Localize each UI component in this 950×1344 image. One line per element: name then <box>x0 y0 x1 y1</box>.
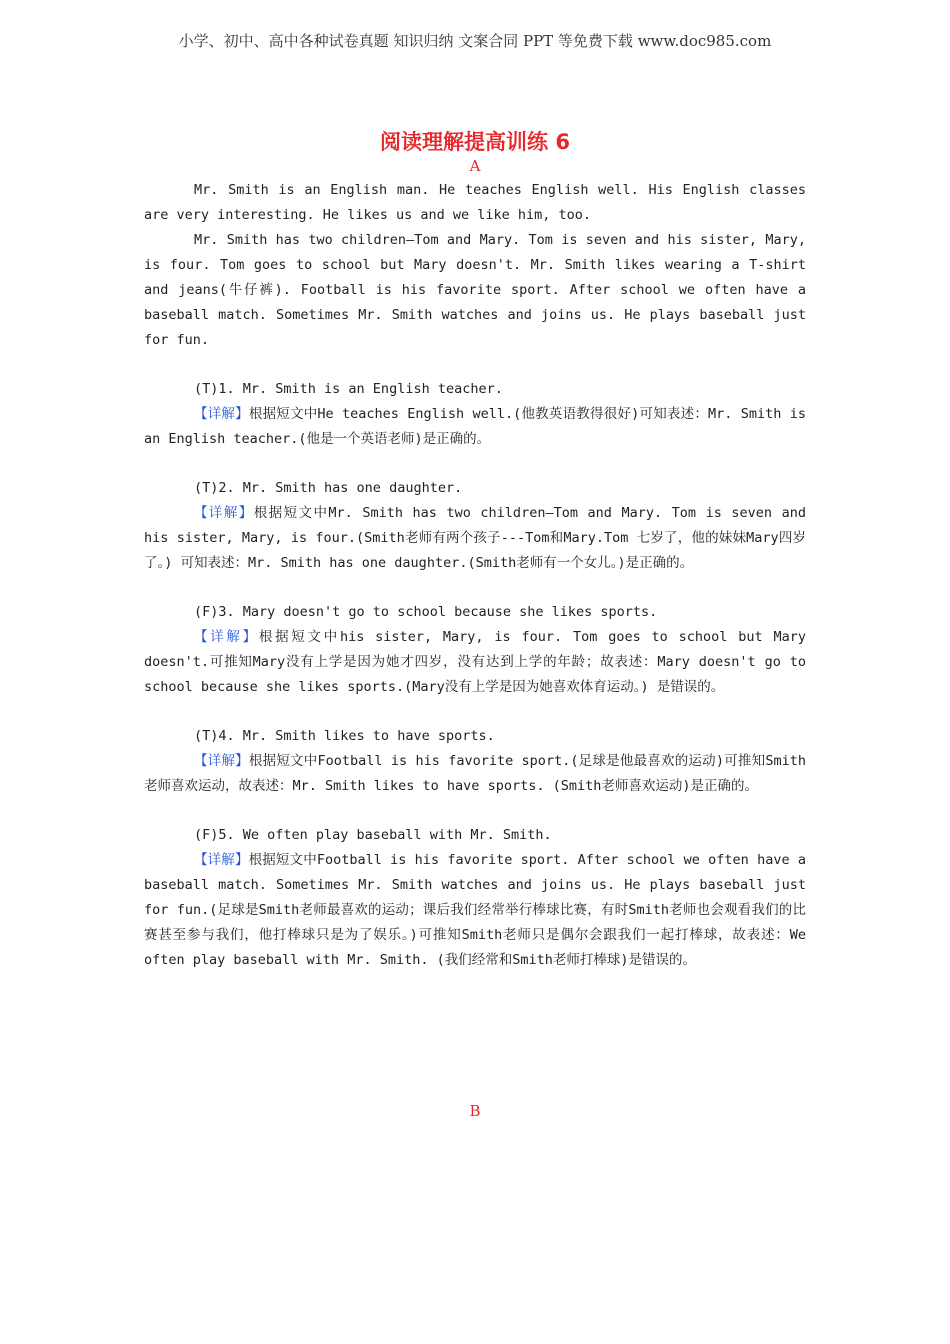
spacer <box>144 576 806 600</box>
detail-tag: 【详解】 <box>194 753 249 769</box>
question-4-detail: 根据短文中Football is his favorite sport.(足球是他最喜欢的运动)可推知Smith老师喜欢运动，故表述：Mr. Smith likes to have sports. (Smith老师喜欢运动)是正确的。 <box>144 753 807 794</box>
question-1-explanation <box>144 402 806 452</box>
question-3-detail: 根据短文中his sister, Mary, is four. Tom goes to school but Mary doesn't.可推知Mary没有上学是因为她才四岁，没有达到上学的年龄；故表述：Mary doesn't go to school because she likes sports.(Mary没有上学是因为她喜欢体育运动。) 是错误的。 <box>144 629 807 695</box>
page-title: 阅读理解提高训练 6 <box>380 130 570 154</box>
spacer <box>144 452 806 476</box>
question-2-statement: (T)2. Mr. Smith has one daughter. <box>194 480 463 496</box>
passage-paragraph-1: Mr. Smith is an English man. He teaches English well. His English classes are very interesting. He likes us and we like him, too. <box>144 182 806 223</box>
question-4-explanation <box>144 749 806 799</box>
spacer <box>144 353 806 377</box>
question-1-statement: (T)1. Mr. Smith is an English teacher. <box>194 381 503 397</box>
spacer <box>144 799 806 823</box>
question-3-statement: (F)3. Mary doesn't go to school because she likes sports. <box>194 604 658 620</box>
section-a-label: A <box>469 157 481 175</box>
page-header: 小学、初中、高中各种试卷真题 知识归纳 文案合同 PPT 等免费下载 www.doc985.com <box>178 32 772 50</box>
question-1-detail: 根据短文中He teaches English well.(他教英语教得很好)可知表述：Mr. Smith is an English teacher.(他是一个英语老师)是正确的。 <box>144 406 807 447</box>
detail-tag: 【详解】 <box>194 406 249 422</box>
document-body <box>144 178 806 973</box>
passage-paragraph-2: Mr. Smith has two children—Tom and Mary. Tom is seven and his sister, Mary, is four. Tom goes to school but Mary doesn't. Mr. Smith likes wearing a T-shirt and jeans(牛仔裤). Football is his favorite sport. After school we often have a baseball match. Sometimes Mr. Smith watches and joins us. He plays baseball just for fun. <box>144 232 806 348</box>
detail-tag: 【详解】 <box>194 505 254 521</box>
question-2-detail: 根据短文中Mr. Smith has two children—Tom and Mary. Tom is seven and his sister, Mary, is four.(Smith老师有两个孩子---Tom和Mary.Tom 七岁了，他的妹妹Mary四岁了。) 可知表述：Mr. Smith has one daughter.(Smith老师有一个女儿。)是正确的。 <box>144 505 807 571</box>
question-4-statement: (T)4. Mr. Smith likes to have sports. <box>194 728 495 744</box>
question-2-explanation <box>144 501 806 576</box>
question-3-explanation <box>144 625 806 700</box>
question-5-statement: (F)5. We often play baseball with Mr. Smith. <box>194 827 552 843</box>
question-5-detail: 根据短文中Football is his favorite sport. After school we often have a baseball match. Sometimes Mr. Smith watches and joins us. He plays baseball just for fun.(足球是Smith老师最喜欢的运动；课后我们经常举行棒球比赛，有时Smith老师也会观看我们的比赛甚至参与我们，他打棒球只是为了娱乐。)可推知Smith老师只是偶尔会跟我们一起打棒球，故表述：We often play baseball with Mr. Smith. (我们经常和Smith老师打棒球)是错误的。 <box>144 852 807 968</box>
question-5-explanation <box>144 848 806 973</box>
detail-tag: 【详解】 <box>194 629 259 645</box>
section-b-label: B <box>469 1102 481 1120</box>
detail-tag: 【详解】 <box>194 852 249 868</box>
spacer <box>144 700 806 724</box>
